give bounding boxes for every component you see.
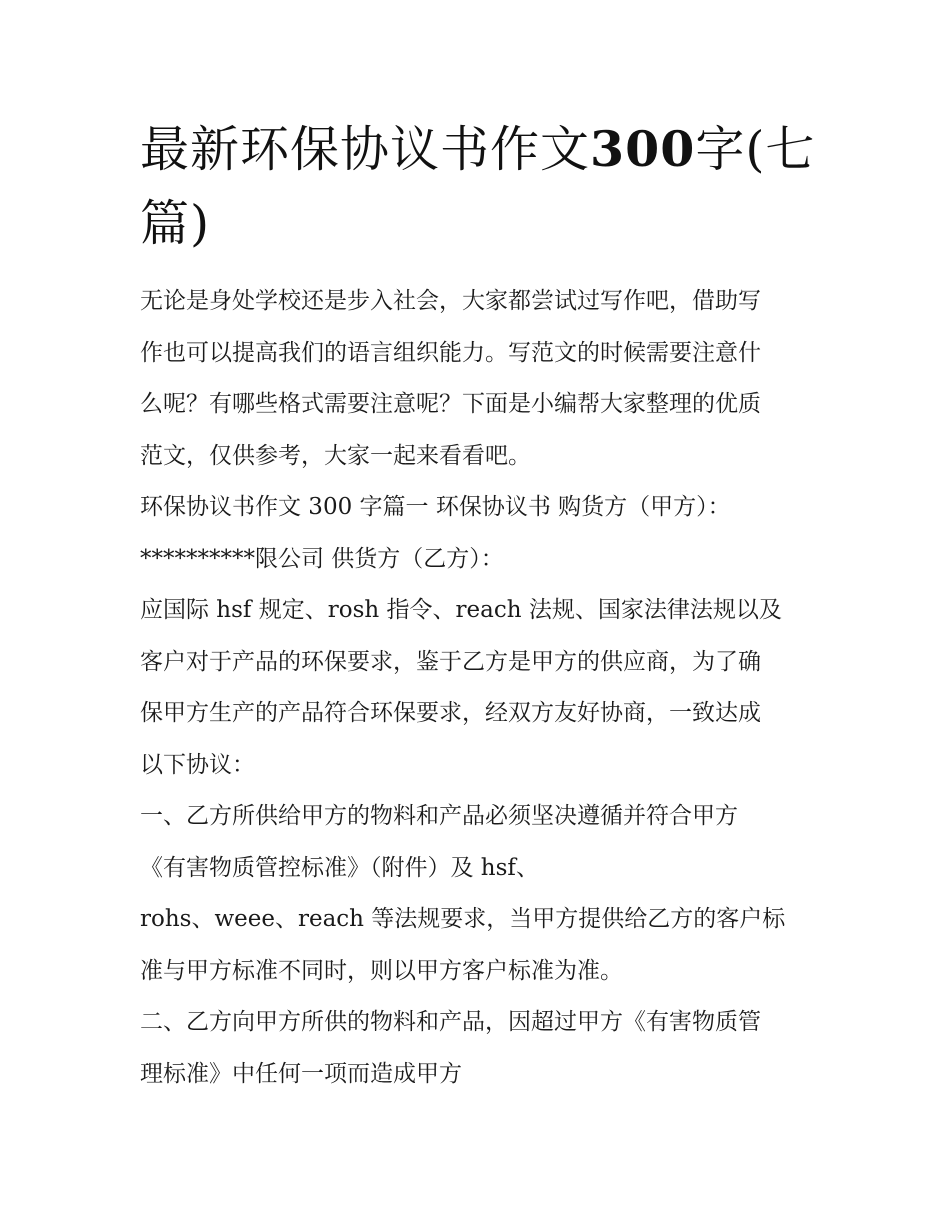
text-line: 以下协议：	[140, 751, 255, 778]
text-line: 保甲方生产的产品符合环保要求，经双方友好协商，一致达成	[140, 700, 761, 726]
document-body	[140, 276, 820, 1100]
text-line: 准与甲方标准不同时，则以甲方客户标准为准。	[140, 957, 623, 984]
text-line: 么呢？有哪些格式需要注意呢？下面是小编帮大家整理的优质	[140, 391, 761, 417]
text-line: 应国际 hsf 规定、rosh 指令、reach 法规、国家法律法规以及	[140, 597, 782, 623]
text-line: rohs、weee、reach 等法规要求，当甲方提供给乙方的客户标	[140, 906, 786, 932]
text-line: 《有害物质管控标准》（附件）及 hsf、	[140, 854, 539, 881]
paragraph-preamble	[140, 585, 820, 791]
title-number: 300	[590, 120, 696, 178]
title-text-line2: 篇)	[140, 195, 211, 252]
paragraph-clause-2	[140, 997, 820, 1100]
paragraph-intro	[140, 276, 820, 482]
document-title	[140, 112, 820, 261]
text-line: 一、乙方所供给甲方的物料和产品必须坚决遵循并符合甲方	[140, 803, 738, 829]
paragraph-parties	[140, 482, 820, 585]
title-text-part1: 最新环保协议书作文	[140, 121, 591, 178]
paragraph-clause-1	[140, 791, 820, 997]
text-line: **********限公司 供货方（乙方）：	[140, 545, 504, 572]
text-line: 理标准》中任何一项而造成甲方	[140, 1060, 462, 1087]
title-text-part2: 字(七	[695, 121, 816, 178]
text-line: 环保协议书作文 300 字篇一 环保协议书 购货方（甲方）：	[140, 494, 731, 520]
text-line: 作也可以提高我们的语言组织能力。写范文的时候需要注意什	[140, 339, 761, 366]
text-line: 二、乙方向甲方所供的物料和产品，因超过甲方《有害物质管	[140, 1009, 761, 1035]
text-line: 客户对于产品的环保要求，鉴于乙方是甲方的供应商，为了确	[140, 648, 761, 675]
text-line: 范文，仅供参考，大家一起来看看吧。	[140, 442, 531, 469]
text-line: 无论是身处学校还是步入社会，大家都尝试过写作吧，借助写	[140, 288, 761, 314]
